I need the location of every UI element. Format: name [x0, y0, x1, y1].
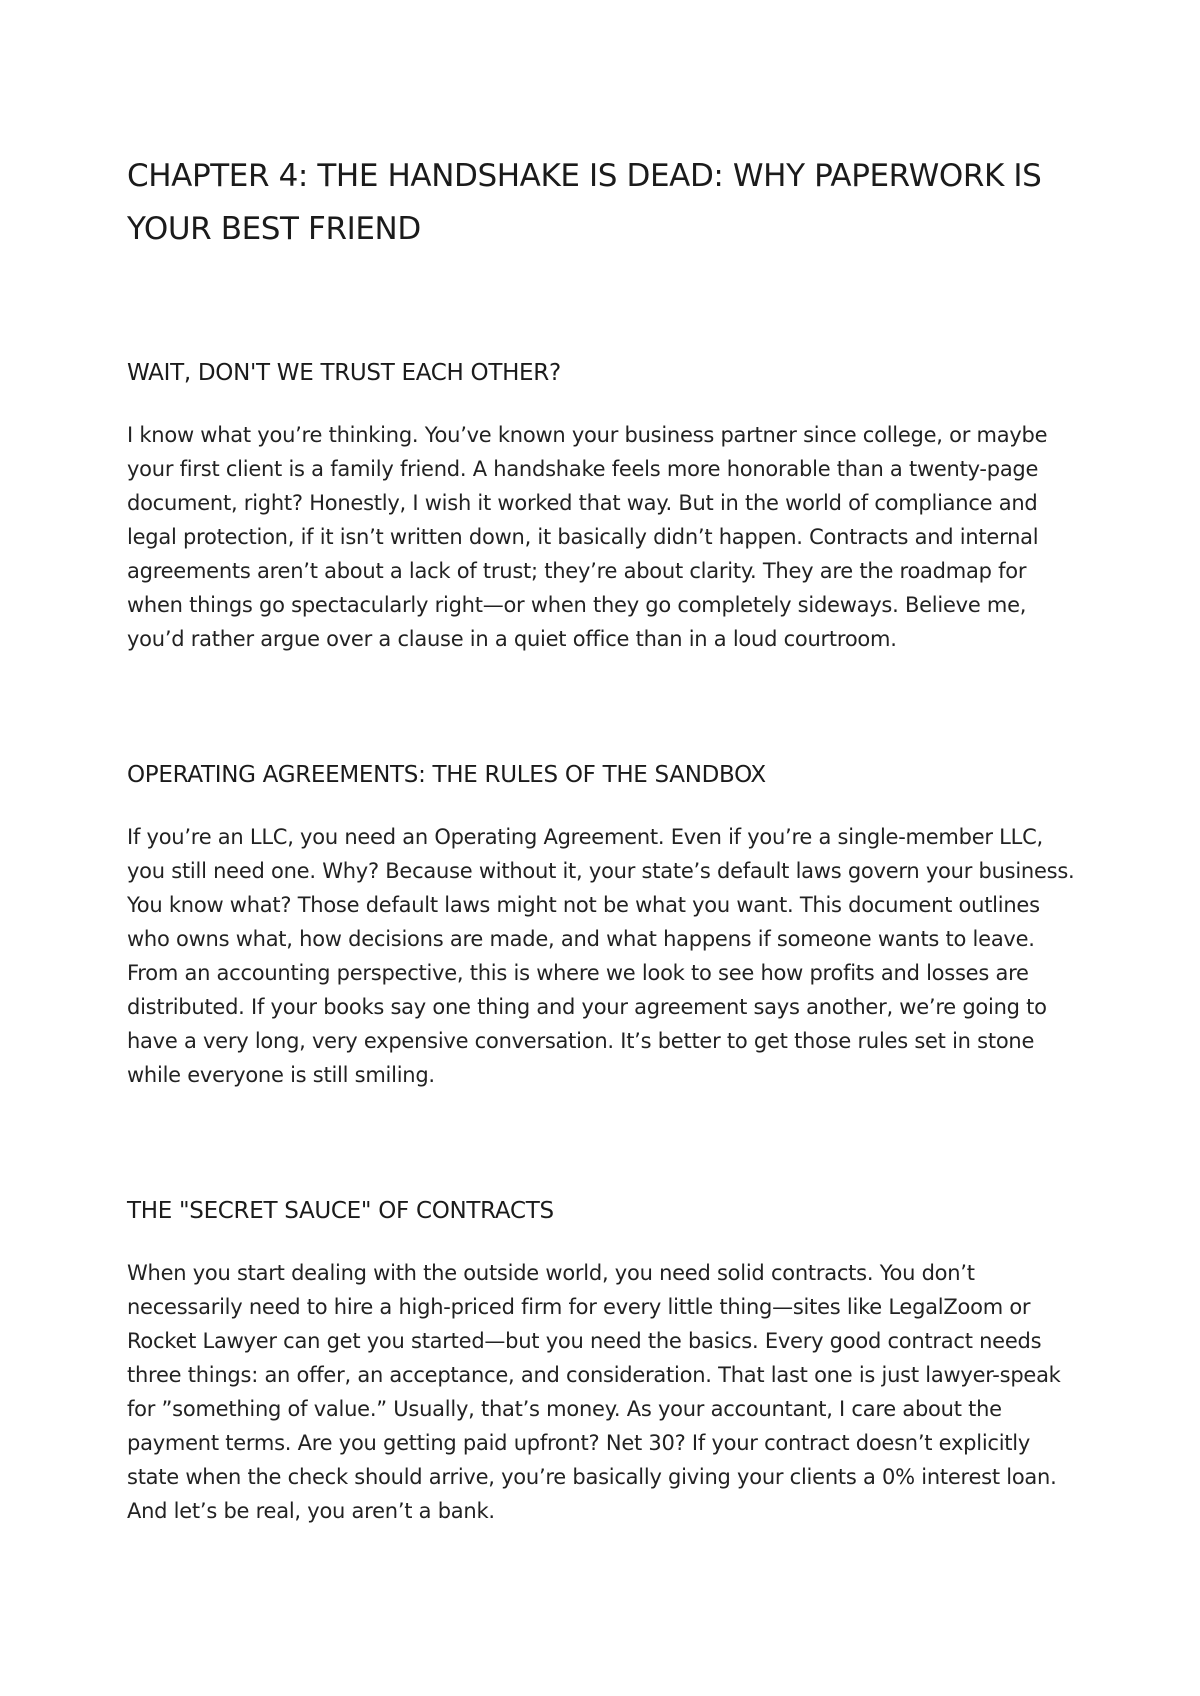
- section-body-contracts: When you start dealing with the outside world, you need solid contracts. You don’t necessarily need to hire a high-priced firm for every little thing—sites like LegalZoom or Rocket Lawyer can get you started—but you need the basics. Every good contract needs three things: an offer, an acceptance, and consideration. That last one is just lawyer-speak for ”something of value.” Usually, that’s money. As your accountant, I care about the payment terms. Are you getting paid upfront? Net 30? If your contract doesn’t explicitly state when the check should arrive, you’re basically giving your clients a 0% interest loan. And let’s be real, you aren’t a bank.: [127, 1261, 1061, 1523]
- section-body-trust: I know what you’re thinking. You’ve known your business partner since college, or maybe your first client is a family friend. A handshake feels more honorable than a twenty-page document, right? Honestly, I wish it worked that way. But in the world of compliance and legal protection, if it isn’t written down, it basically didn’t happen. Contracts and internal agreements aren’t about a lack of trust; they’re about clarity. They are the roadmap for when things go spectacularly right—or when they go completely sideways. Believe me, you’d rather argue over a clause in a quiet office than in a loud courtroom.: [127, 423, 1048, 651]
- page-content: [127, 150, 1087, 1528]
- section-heading-contracts: THE "SECRET SAUCE" OF CONTRACTS: [127, 1198, 554, 1224]
- section-heading-operating-agreements: OPERATING AGREEMENTS: THE RULES OF THE SANDBOX: [127, 762, 766, 788]
- section-body-operating-agreements: If you’re an LLC, you need an Operating Agreement. Even if you’re a single-member LLC, you still need one. Why? Because without it, your state’s default laws govern your business. You know what? Those default laws might not be what you want. This document outlines who owns what, how decisions are made, and what happens if someone wants to leave. From an accounting perspective, this is where we look to see how profits and losses are distributed. If your books say one thing and your agreement says another, we’re going to have a very long, very expensive conversation. It’s better to get those rules set in stone while everyone is still smiling.: [127, 825, 1075, 1087]
- section-heading-trust: WAIT, DON'T WE TRUST EACH OTHER?: [127, 360, 561, 386]
- chapter-title: CHAPTER 4: THE HANDSHAKE IS DEAD: WHY PAPERWORK IS YOUR BEST FRIEND: [127, 158, 1042, 247]
